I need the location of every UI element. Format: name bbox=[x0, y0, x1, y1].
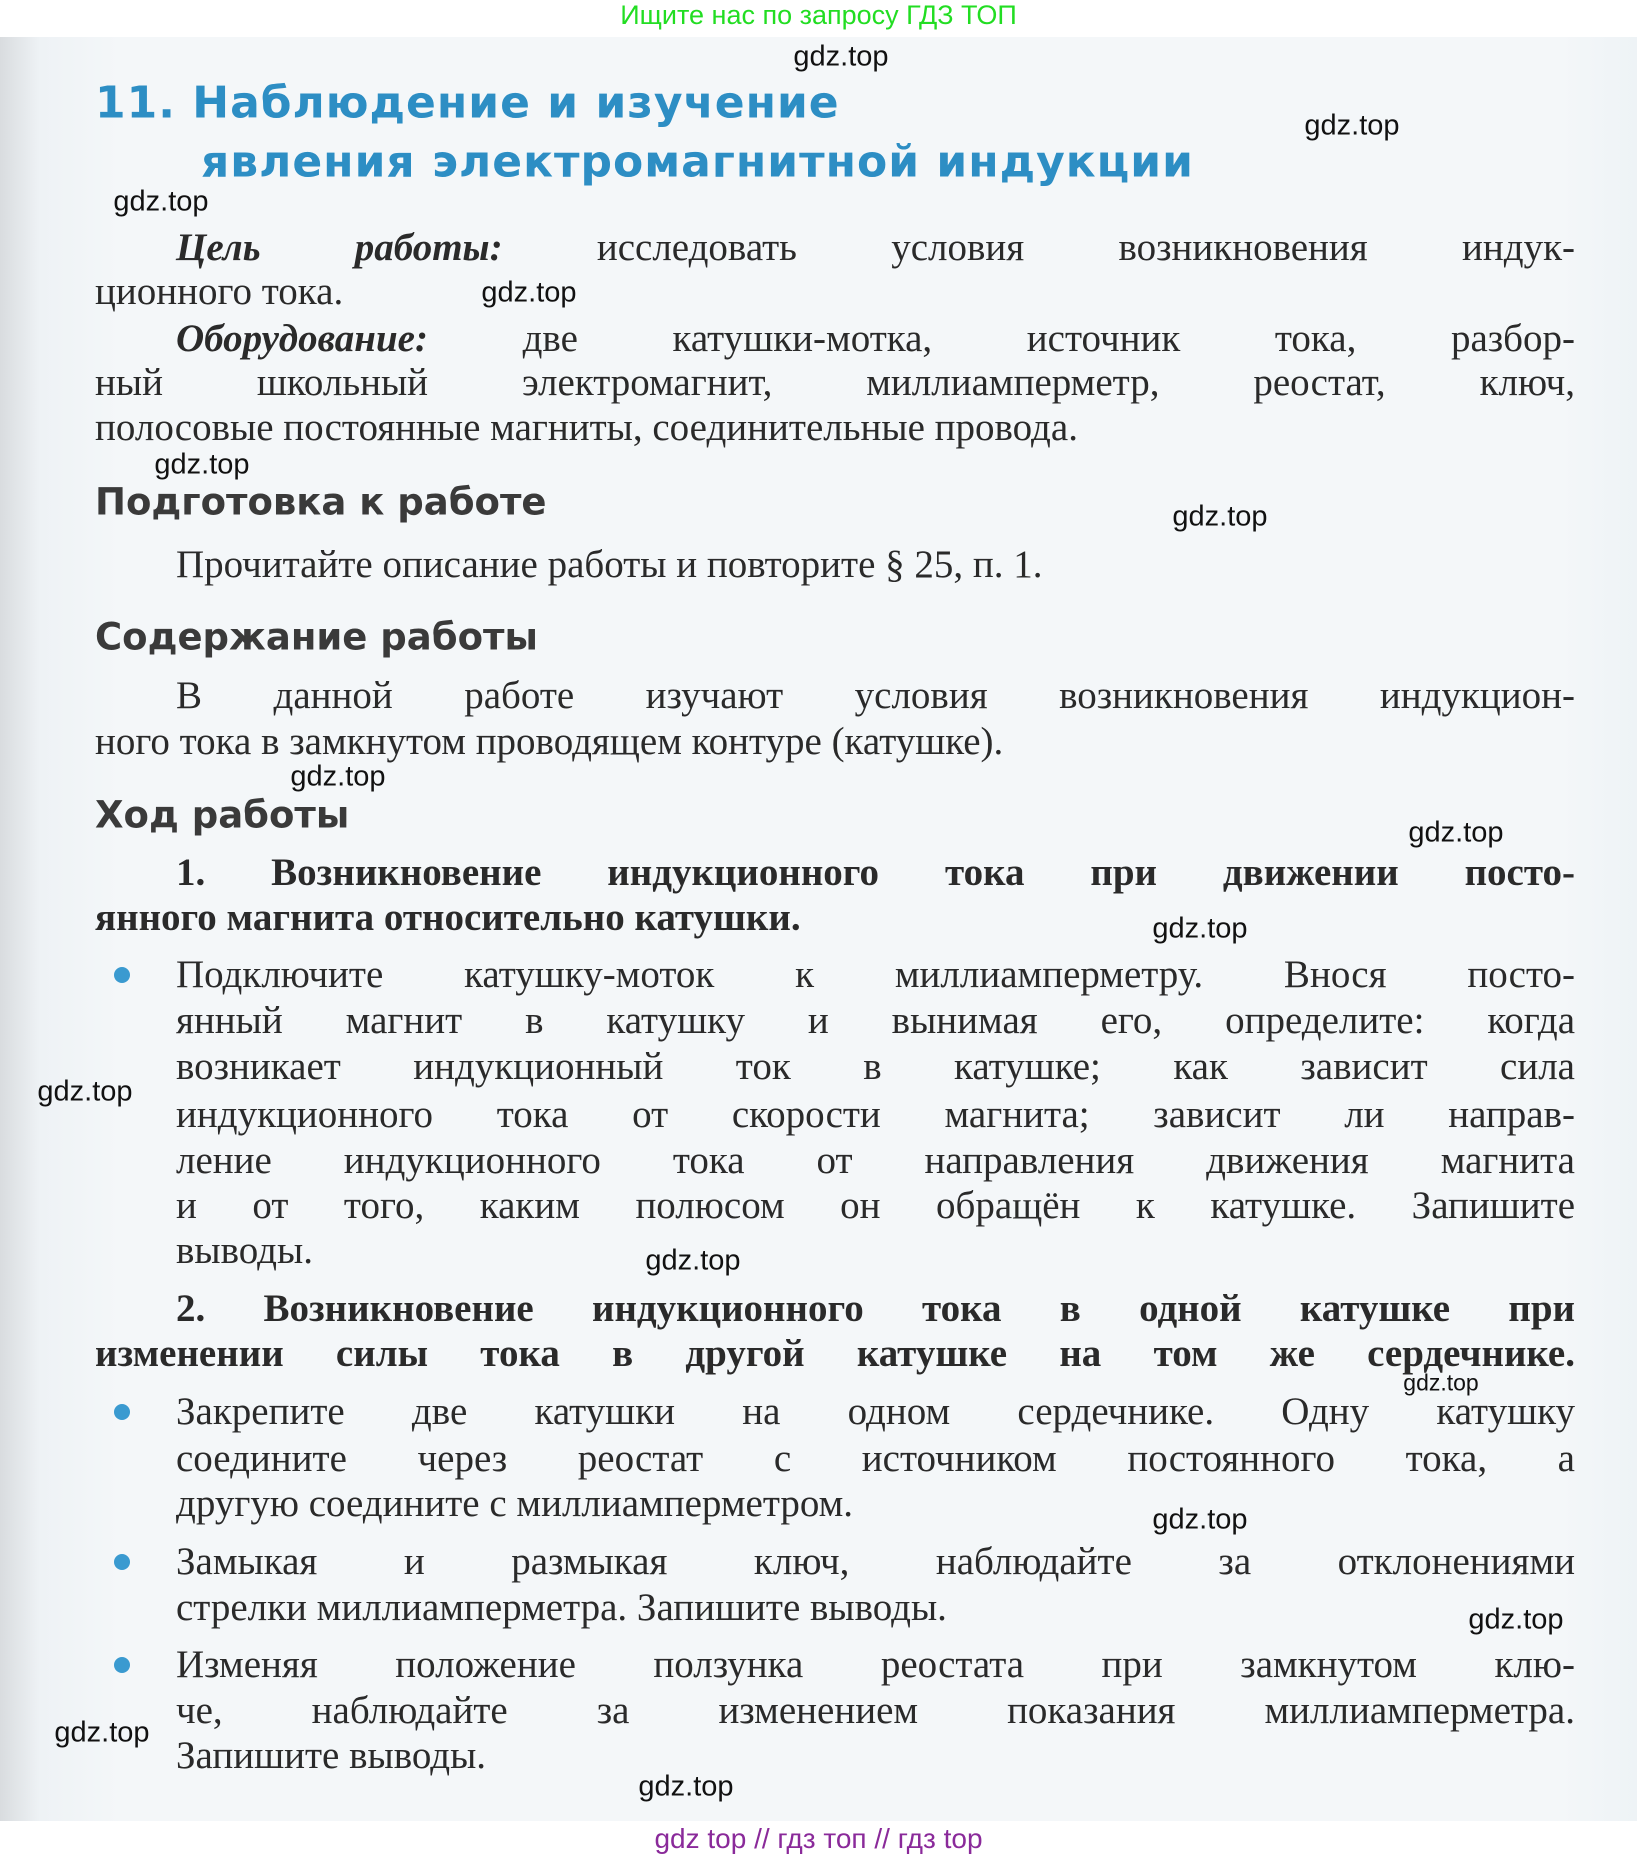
bullet-icon bbox=[114, 1554, 130, 1570]
procedure-line: Замыкая и размыкая ключ, наблюдайте за отклонениями bbox=[176, 1540, 1575, 1583]
equipment-label: Оборудование: bbox=[176, 317, 428, 360]
bullet-icon bbox=[114, 1404, 130, 1420]
goal-text: исследовать условия возникновения индук- bbox=[596, 226, 1576, 269]
equipment-text: две катушки-мотка, источник тока, разбор- bbox=[522, 317, 1575, 360]
title-line-2: явления электромагнитной индукции bbox=[201, 136, 1194, 188]
procedure-line: индукционного тока от скорости магнита; зависит ли направ- bbox=[176, 1093, 1575, 1136]
section-heading: Ход работы bbox=[95, 793, 350, 837]
watermark: gdz.top bbox=[1172, 500, 1268, 533]
procedure-line: возникает индукционный ток в катушке; как зависит сила bbox=[176, 1045, 1575, 1088]
procedure-line: 2. Возникновение индукционного тока в одной катушке при bbox=[176, 1287, 1575, 1330]
watermark: gdz.top bbox=[481, 276, 577, 309]
lab-number: 11. bbox=[95, 77, 176, 129]
watermark: gdz.top bbox=[1152, 1503, 1248, 1536]
watermark: gdz.top bbox=[54, 1716, 150, 1749]
procedure-line: соедините через реостат с источником постоянного тока, а bbox=[176, 1437, 1575, 1480]
goal-label: Цель работы: bbox=[176, 226, 503, 269]
watermark: gdz.top bbox=[638, 1770, 734, 1803]
procedure-line: изменении силы тока в другой катушке на том же сердечнике. bbox=[95, 1332, 1575, 1375]
procedure-line: выводы. bbox=[176, 1229, 313, 1272]
watermark: gdz.top bbox=[1468, 1603, 1564, 1636]
goal-line bbox=[176, 225, 1575, 271]
goal-line: ционного тока. bbox=[95, 270, 344, 313]
watermark: gdz.top bbox=[37, 1075, 133, 1108]
section-heading: Содержание работы bbox=[95, 615, 538, 659]
text-line: В данной работе изучают условия возникновения индукцион- bbox=[176, 674, 1575, 717]
procedure-line: Закрепите две катушки на одном сердечнике. Одну катушку bbox=[176, 1390, 1575, 1433]
bottom-banner: gdz top // гдз топ // гдз top bbox=[654, 1823, 983, 1854]
procedure-line: 1. Возникновение индукционного тока при движении посто- bbox=[176, 851, 1575, 894]
text-line: Прочитайте описание работы и повторите § 25, п. 1. bbox=[176, 543, 1043, 586]
equipment-line: полосовые постоянные магниты, соединительные провода. bbox=[95, 406, 1078, 449]
watermark: gdz.top bbox=[793, 40, 889, 73]
procedure-line: Подключите катушку-моток к миллиамперметру. Внося посто- bbox=[176, 953, 1575, 996]
procedure-line: че, наблюдайте за изменением показания миллиамперметра. bbox=[176, 1689, 1575, 1732]
title-text-1: Наблюдение и изучение bbox=[192, 77, 840, 129]
top-banner: Ищите нас по запросу ГДЗ ТОП bbox=[620, 0, 1017, 30]
watermark: gdz.top bbox=[1152, 912, 1248, 945]
text-line: ного тока в замкнутом проводящем контуре (катушке). bbox=[95, 720, 1004, 763]
title-line-1 bbox=[95, 78, 840, 129]
watermark: gdz.top bbox=[154, 448, 250, 481]
equipment-line bbox=[176, 316, 1575, 362]
watermark: gdz.top bbox=[1403, 1369, 1479, 1396]
procedure-line: и от того, каким полюсом он обращён к катушке. Запишите bbox=[176, 1184, 1575, 1227]
watermark: gdz.top bbox=[645, 1244, 741, 1277]
bullet-icon bbox=[114, 967, 130, 983]
bullet-icon bbox=[114, 1657, 130, 1673]
procedure-line: стрелки миллиамперметра. Запишите выводы. bbox=[176, 1586, 947, 1629]
procedure-line: другую соедините с миллиамперметром. bbox=[176, 1482, 854, 1525]
procedure-line: янного магнита относительно катушки. bbox=[95, 896, 801, 939]
procedure-line: янный магнит в катушку и вынимая его, определите: когда bbox=[176, 999, 1575, 1042]
section-heading: Подготовка к работе bbox=[95, 480, 547, 524]
watermark: gdz.top bbox=[113, 185, 209, 218]
watermark: gdz.top bbox=[290, 760, 386, 793]
watermark: gdz.top bbox=[1304, 109, 1400, 142]
equipment-line: ный школьный электромагнит, миллиамперметр, реостат, ключ, bbox=[95, 361, 1575, 404]
watermark: gdz.top bbox=[1408, 816, 1504, 849]
procedure-line: Запишите выводы. bbox=[176, 1734, 487, 1777]
procedure-line: Изменяя положение ползунка реостата при замкнутом клю- bbox=[176, 1643, 1575, 1686]
procedure-line: ление индукционного тока от направления движения магнита bbox=[176, 1139, 1575, 1182]
